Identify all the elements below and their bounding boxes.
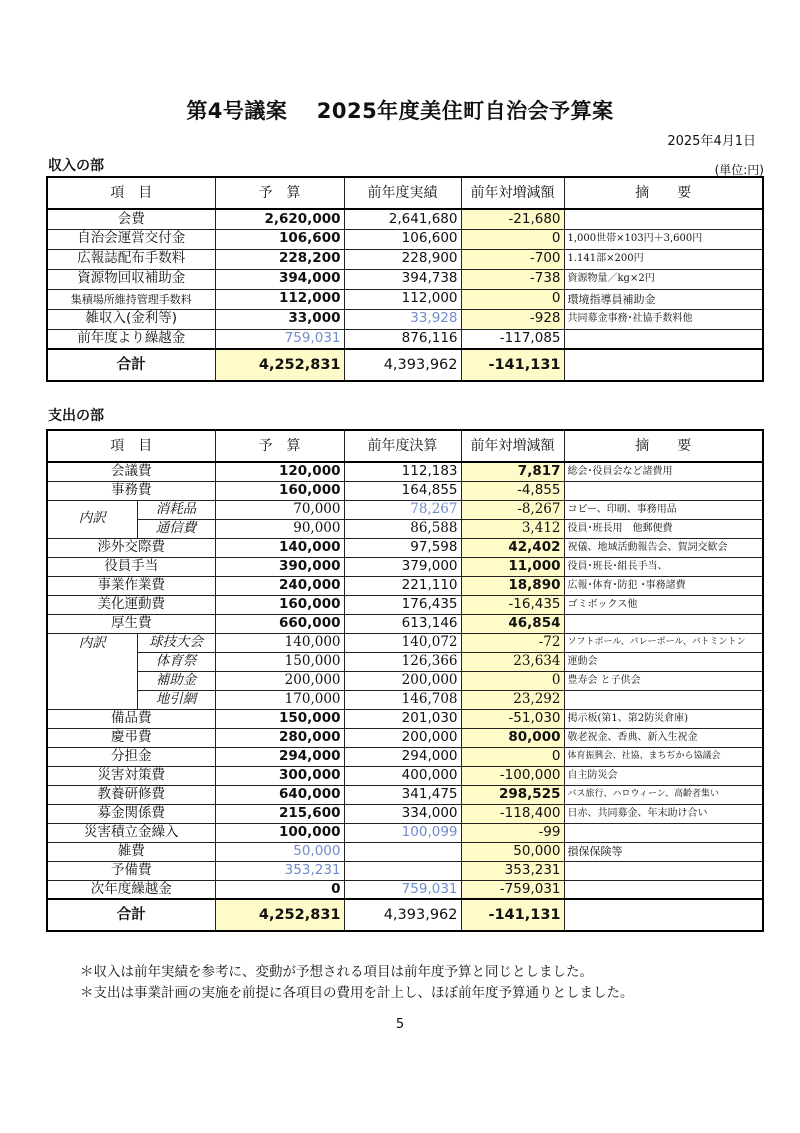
note: 共同募金事務･社協手数料他: [564, 309, 763, 329]
note: 資源物量／kg×2円: [564, 269, 763, 289]
note: 環境指導員補助金: [564, 289, 763, 309]
note: [564, 481, 763, 500]
note: 自主防災会: [564, 766, 763, 785]
note: 祝儀、地域活動報告会、賀詞交歓会: [564, 538, 763, 557]
breakdown-label: 内訳: [47, 633, 137, 709]
total-row: [47, 349, 763, 381]
budget-value: 2,620,000: [215, 209, 344, 229]
total-label: 合計: [47, 349, 215, 381]
diff-value: -117,085: [461, 329, 564, 349]
table-row: [47, 557, 763, 576]
budget-value: 240,000: [215, 576, 344, 595]
table-row: [47, 766, 763, 785]
table-row: [47, 481, 763, 500]
diff-value: 0: [461, 289, 564, 309]
item-name: 美化運動費: [47, 595, 215, 614]
item-name: 前年度より繰越金: [47, 329, 215, 349]
prev-value: 86,588: [344, 519, 461, 538]
diff-value: -16,435: [461, 595, 564, 614]
table-row: [47, 462, 763, 481]
item-name: 会費: [47, 209, 215, 229]
prev-value: 33,928: [344, 309, 461, 329]
budget-value: 112,000: [215, 289, 344, 309]
table-row: [47, 747, 763, 766]
diff-value: -99: [461, 823, 564, 842]
note: 掲示板(第1、第2防災倉庫): [564, 709, 763, 728]
prev-value: 294,000: [344, 747, 461, 766]
note: 体育振興会、社協、まちぢから協議会: [564, 747, 763, 766]
budget-value: 759,031: [215, 329, 344, 349]
budget-value: 660,000: [215, 614, 344, 633]
diff-value: 46,854: [461, 614, 564, 633]
budget-value: 100,000: [215, 823, 344, 842]
item-name: 渉外交際費: [47, 538, 215, 557]
table-row: [47, 652, 763, 671]
diff-value: 0: [461, 747, 564, 766]
table-row: [47, 690, 763, 709]
note: バス旅行、ハロウィーン、高齢者集い: [564, 785, 763, 804]
table-row: [47, 229, 763, 249]
table-row: [47, 269, 763, 289]
item-name: 事務費: [47, 481, 215, 500]
item-name: 備品費: [47, 709, 215, 728]
page-number: 5: [395, 1017, 405, 1032]
total-diff: -141,131: [461, 349, 564, 381]
item-name: 募金関係費: [47, 804, 215, 823]
footnotes: [80, 962, 634, 1004]
prev-value: 341,475: [344, 785, 461, 804]
header-prev: 前年度決算: [344, 430, 461, 462]
diff-value: 23,292: [461, 690, 564, 709]
note: [564, 690, 763, 709]
table-row: [47, 671, 763, 690]
diff-value: 0: [461, 229, 564, 249]
note: 日赤、共同募金、年末助け合い: [564, 804, 763, 823]
item-name: 次年度繰越金: [47, 880, 215, 899]
document-date: 2025年4月1日: [667, 134, 756, 149]
budget-value: 160,000: [215, 481, 344, 500]
diff-value: 23,634: [461, 652, 564, 671]
prev-value: 100,099: [344, 823, 461, 842]
note: ソフトボール、バレーボール、バトミントン: [564, 633, 763, 652]
sub-item-name: 地引網: [137, 690, 215, 709]
header-note: 摘 要: [564, 177, 763, 209]
note: [564, 209, 763, 229]
prev-value: 379,000: [344, 557, 461, 576]
budget-value: 390,000: [215, 557, 344, 576]
table-row: [47, 785, 763, 804]
item-name: 教養研修費: [47, 785, 215, 804]
breakdown-label: 内訳: [47, 500, 137, 538]
note: 損保保険等: [564, 842, 763, 861]
total-budget: 4,252,831: [215, 899, 344, 931]
header-prev: 前年度実績: [344, 177, 461, 209]
item-name: 厚生費: [47, 614, 215, 633]
income-header-row: [47, 177, 763, 209]
table-row: [47, 709, 763, 728]
prev-value: 97,598: [344, 538, 461, 557]
prev-value: 2,641,680: [344, 209, 461, 229]
item-name: 自治会運営交付金: [47, 229, 215, 249]
header-diff: 前年対増減額: [461, 430, 564, 462]
budget-value: 150,000: [215, 709, 344, 728]
total-budget: 4,252,831: [215, 349, 344, 381]
budget-value: 228,200: [215, 249, 344, 269]
table-row: [47, 249, 763, 269]
item-name: 広報誌配布手数料: [47, 249, 215, 269]
prev-value: 759,031: [344, 880, 461, 899]
diff-value: 7,817: [461, 462, 564, 481]
prev-value: 200,000: [344, 728, 461, 747]
total-row: [47, 899, 763, 931]
diff-value: -700: [461, 249, 564, 269]
sub-item-name: 補助金: [137, 671, 215, 690]
table-row: [47, 842, 763, 861]
diff-value: 0: [461, 671, 564, 690]
table-row: [47, 595, 763, 614]
diff-value: 298,525: [461, 785, 564, 804]
header-diff: 前年対増減額: [461, 177, 564, 209]
table-row: [47, 500, 763, 519]
item-name: 集積場所維持管理手数料: [47, 289, 215, 309]
document-title: 第4号議案 2025年度美住町自治会予算案: [186, 99, 614, 123]
total-diff: -141,131: [461, 899, 564, 931]
diff-value: 11,000: [461, 557, 564, 576]
unit-label: (単位:円): [714, 163, 764, 177]
expense-header-row: [47, 430, 763, 462]
header-item: 項 目: [47, 177, 215, 209]
diff-value: 42,402: [461, 538, 564, 557]
diff-value: -928: [461, 309, 564, 329]
header-note: 摘 要: [564, 430, 763, 462]
note: [564, 329, 763, 349]
prev-value: 112,000: [344, 289, 461, 309]
note: [564, 861, 763, 880]
budget-value: 120,000: [215, 462, 344, 481]
budget-value: 160,000: [215, 595, 344, 614]
table-row: [47, 329, 763, 349]
budget-value: 90,000: [215, 519, 344, 538]
item-name: 会議費: [47, 462, 215, 481]
prev-value: 221,110: [344, 576, 461, 595]
prev-value: 78,267: [344, 500, 461, 519]
total-prev: 4,393,962: [344, 349, 461, 381]
prev-value: 112,183: [344, 462, 461, 481]
diff-value: 18,890: [461, 576, 564, 595]
item-name: 災害積立金繰入: [47, 823, 215, 842]
budget-value: 50,000: [215, 842, 344, 861]
budget-value: 0: [215, 880, 344, 899]
prev-value: [344, 842, 461, 861]
note: [564, 823, 763, 842]
table-row: [47, 289, 763, 309]
budget-value: 215,600: [215, 804, 344, 823]
item-name: 雑費: [47, 842, 215, 861]
budget-value: 150,000: [215, 652, 344, 671]
note: [564, 614, 763, 633]
header-item: 項 目: [47, 430, 215, 462]
prev-value: 201,030: [344, 709, 461, 728]
diff-value: 3,412: [461, 519, 564, 538]
diff-value: -21,680: [461, 209, 564, 229]
prev-value: 876,116: [344, 329, 461, 349]
note: 運動会: [564, 652, 763, 671]
prev-value: 200,000: [344, 671, 461, 690]
prev-value: [344, 861, 461, 880]
diff-value: -100,000: [461, 766, 564, 785]
note: 広報･体育･防犯 ･事務諸費: [564, 576, 763, 595]
item-name: 分担金: [47, 747, 215, 766]
item-name: 役員手当: [47, 557, 215, 576]
prev-value: 164,855: [344, 481, 461, 500]
header-budget: 予 算: [215, 430, 344, 462]
note: 総会･役員会など諸費用: [564, 462, 763, 481]
income-section-heading: 収入の部: [48, 158, 104, 174]
expense-section-heading: 支出の部: [48, 408, 104, 424]
prev-value: 126,366: [344, 652, 461, 671]
table-row: [47, 728, 763, 747]
note: コピー、印刷、事務用品: [564, 500, 763, 519]
total-prev: 4,393,962: [344, 899, 461, 931]
footnote-expense: ＊支出は事業計画の実施を前提に各項目の費用を計上し、ほぼ前年度予算通りとしました。: [80, 985, 634, 1001]
note: 敬老祝金、香典、新入生祝金: [564, 728, 763, 747]
total-note: [564, 899, 763, 931]
prev-value: 613,146: [344, 614, 461, 633]
sub-item-name: 球技大会: [137, 633, 215, 652]
prev-value: 140,072: [344, 633, 461, 652]
total-label: 合計: [47, 899, 215, 931]
sub-item-name: 体育祭: [137, 652, 215, 671]
item-name: 雑収入(金利等): [47, 309, 215, 329]
income-table: [46, 176, 764, 382]
sub-item-name: 消耗品: [137, 500, 215, 519]
diff-value: 353,231: [461, 861, 564, 880]
diff-value: -72: [461, 633, 564, 652]
diff-value: -759,031: [461, 880, 564, 899]
prev-value: 334,000: [344, 804, 461, 823]
budget-value: 106,600: [215, 229, 344, 249]
expense-table: [46, 429, 764, 932]
prev-value: 394,738: [344, 269, 461, 289]
item-name: 災害対策費: [47, 766, 215, 785]
budget-value: 140,000: [215, 538, 344, 557]
note: ゴミボックス他: [564, 595, 763, 614]
prev-value: 176,435: [344, 595, 461, 614]
table-row: [47, 823, 763, 842]
table-row: [47, 519, 763, 538]
diff-value: -738: [461, 269, 564, 289]
footnote-income: ＊収入は前年実績を参考に、変動が予想される項目は前年度予算と同じとしました。: [80, 964, 593, 980]
budget-value: 140,000: [215, 633, 344, 652]
diff-value: 80,000: [461, 728, 564, 747]
prev-value: 146,708: [344, 690, 461, 709]
budget-value: 394,000: [215, 269, 344, 289]
note: 役員･班長･組長手当、: [564, 557, 763, 576]
budget-value: 70,000: [215, 500, 344, 519]
note: 1,000世帯×103円＋3,600円: [564, 229, 763, 249]
prev-value: 106,600: [344, 229, 461, 249]
diff-value: 50,000: [461, 842, 564, 861]
diff-value: -118,400: [461, 804, 564, 823]
total-note: [564, 349, 763, 381]
note: [564, 880, 763, 899]
note: 1.141部×200円: [564, 249, 763, 269]
table-row: [47, 538, 763, 557]
table-row: [47, 804, 763, 823]
item-name: 慶弔費: [47, 728, 215, 747]
prev-value: 228,900: [344, 249, 461, 269]
budget-value: 300,000: [215, 766, 344, 785]
budget-value: 200,000: [215, 671, 344, 690]
table-row: [47, 576, 763, 595]
item-name: 予備費: [47, 861, 215, 880]
budget-value: 640,000: [215, 785, 344, 804]
budget-value: 294,000: [215, 747, 344, 766]
note: 役員･班長用 他郵便費: [564, 519, 763, 538]
diff-value: -51,030: [461, 709, 564, 728]
item-name: 事業作業費: [47, 576, 215, 595]
table-row: [47, 880, 763, 899]
table-row: [47, 309, 763, 329]
table-row: [47, 614, 763, 633]
budget-value: 353,231: [215, 861, 344, 880]
table-row: [47, 861, 763, 880]
header-budget: 予 算: [215, 177, 344, 209]
sub-item-name: 通信費: [137, 519, 215, 538]
budget-value: 280,000: [215, 728, 344, 747]
item-name: 資源物回収補助金: [47, 269, 215, 289]
prev-value: 400,000: [344, 766, 461, 785]
diff-value: -8,267: [461, 500, 564, 519]
budget-value: 33,000: [215, 309, 344, 329]
table-row: [47, 633, 763, 652]
budget-value: 170,000: [215, 690, 344, 709]
table-row: [47, 209, 763, 229]
note: 豊寿会 と子供会: [564, 671, 763, 690]
diff-value: -4,855: [461, 481, 564, 500]
